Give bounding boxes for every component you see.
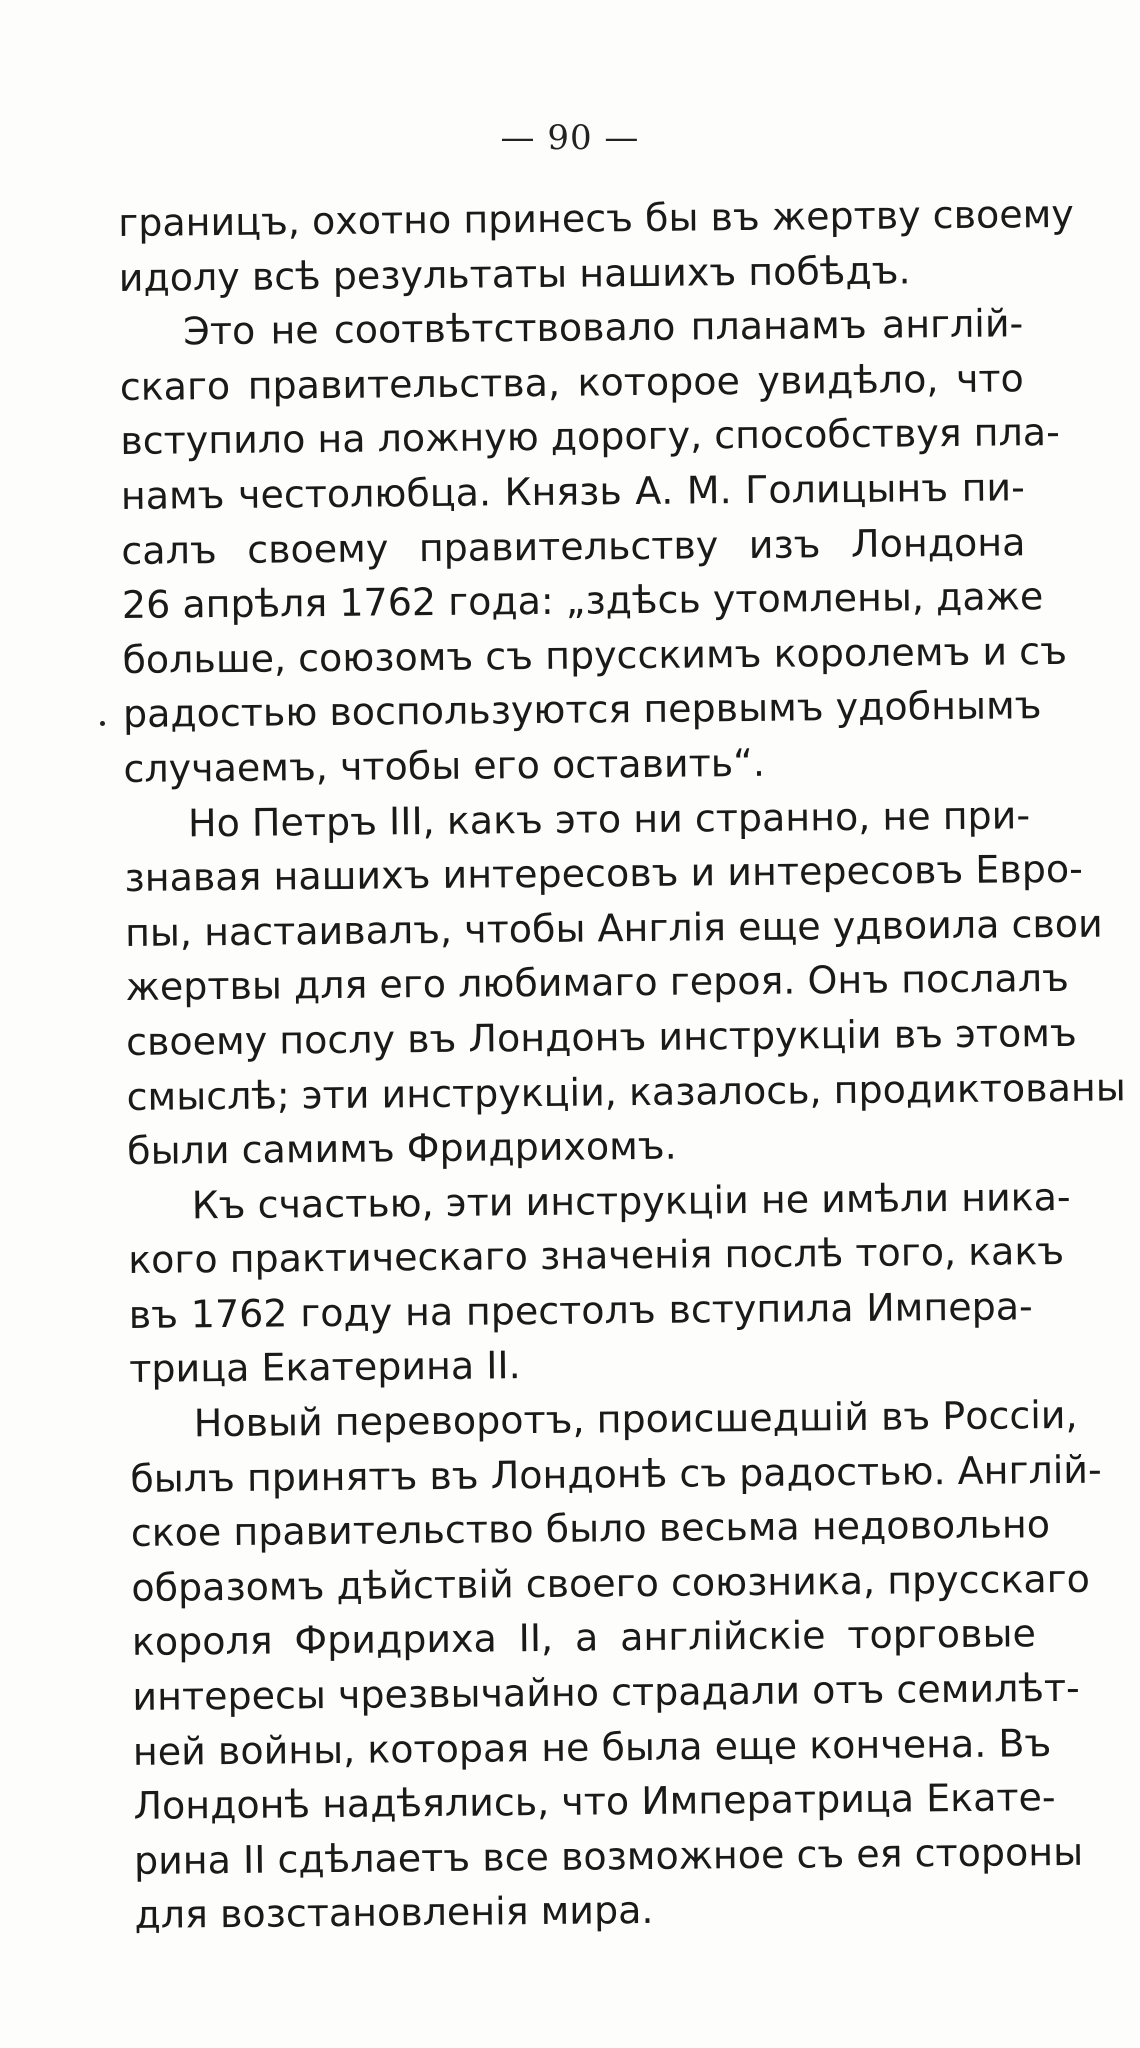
text-line: случаемъ, чтобы его оставить“. [123, 740, 766, 791]
text-line: жертвы для его любимаго героя. Онъ послалъ [125, 956, 1070, 1010]
paragraph [118, 187, 1074, 305]
page-number: — 90 — [500, 118, 640, 158]
paragraph [130, 1388, 1102, 1943]
text-line: границъ, охотно принесъ бы въ жертву своему [118, 191, 1074, 245]
text-line: въ 1762 году на престолъ вступила Импера- [128, 1284, 1033, 1337]
text-line: Это не соотвѣтствовало планамъ англій- [183, 301, 1024, 354]
text-line: пы, настаивалъ, чтобы Англія еще удвоила свои [124, 901, 1103, 955]
ink-speck [100, 721, 105, 726]
text-line: трица Екатерина II. [129, 1343, 521, 1392]
text-line: рина II сдѣлаетъ все возможное съ ея стороны [133, 1829, 1084, 1883]
text-line: больше, союзомъ съ прусскимъ королемъ и съ [122, 628, 1068, 682]
text-line: былъ принятъ въ Лондонѣ съ радостью. Англій- [130, 1447, 1102, 1501]
paragraph [127, 1170, 1071, 1397]
text-line: знавая нашихъ интересовъ и интересовъ Евро- [124, 846, 1083, 901]
paragraph [119, 297, 1068, 797]
text-line: смыслѣ; эти инструкціи, казалось, продиктованы [126, 1064, 1126, 1119]
text-line: образомъ дѣйствій своего союзника, прусскаго [131, 1556, 1091, 1610]
text-line: салъ своему правительству изъ Лондона [121, 519, 1026, 573]
text-line: намъ честолюбца. Князь А. М. Голицынъ пи- [120, 465, 1026, 518]
text-line: для возстановленія мира. [134, 1888, 654, 1938]
text-line: Лондонѣ надѣялись, что Императрица Екате- [133, 1775, 1056, 1829]
text-line: кого практическаго значенія послѣ того, какъ [128, 1229, 1065, 1283]
text-line: были самимъ Фридрихомъ. [126, 1123, 677, 1174]
text-line: Къ счастью, эти инструкціи не имѣли ника- [191, 1174, 1071, 1228]
text-line: радостью воспользуются первымъ удобнымъ [122, 683, 1042, 737]
text-line: скаго правительства, которое увидѣло, что [119, 356, 1025, 409]
text-line: своему послу въ Лондонъ инструкціи въ этомъ [125, 1010, 1077, 1064]
text-line: интересы чрезвычайно страдали отъ семилѣт- [132, 1665, 1080, 1719]
text-line: Новый переворотъ, происшедшій въ Россіи, [193, 1392, 1078, 1446]
body-text [118, 187, 1126, 1943]
text-line: Но Петръ III, какъ это ни странно, не при- [187, 792, 1031, 845]
text-line: 26 апрѣля 1762 года: „здѣсь утомлены, даже [121, 574, 1044, 628]
text-line: ское правительство было весьма недовольно [130, 1502, 1051, 1556]
paragraph [124, 788, 1126, 1179]
text-line: вступило на ложную дорогу, способствуя пла- [120, 410, 1061, 464]
text-line: ней войны, которая не была еще кончена. Въ [132, 1720, 1052, 1774]
text-line: короля Фридриха II, а англійскіе торговые [131, 1611, 1037, 1665]
text-line: идолу всѣ результаты нашихъ побѣдъ. [118, 247, 911, 300]
